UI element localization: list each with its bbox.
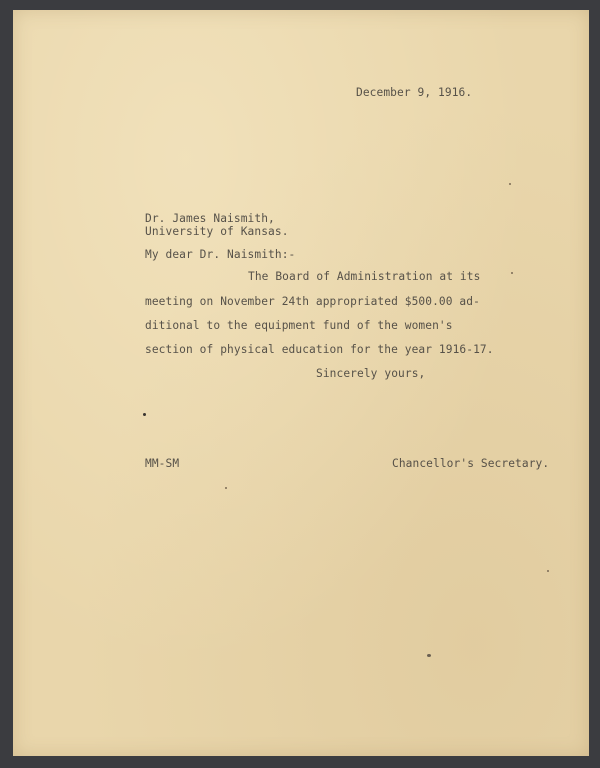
recipient-affiliation: University of Kansas. (145, 225, 289, 238)
paper-speck (427, 654, 431, 657)
recipient-name: Dr. James Naismith, (145, 212, 275, 225)
typist-initials: MM-SM (145, 457, 180, 470)
letter-date: December 9, 1916. (356, 86, 473, 99)
letter-page (13, 10, 589, 756)
salutation: My dear Dr. Naismith:- (145, 248, 296, 261)
body-line: The Board of Administration at its (248, 270, 481, 283)
paper-speck (547, 570, 549, 572)
body-line: section of physical education for the year 1916-17. (145, 343, 494, 356)
paper-speck (509, 183, 511, 185)
body-line: meeting on November 24th appropriated $500.00 ad- (145, 295, 480, 308)
closing: Sincerely yours, (316, 367, 426, 380)
signature-title: Chancellor's Secretary. (392, 457, 550, 470)
paper-speck (225, 487, 227, 489)
body-line: ditional to the equipment fund of the women's (145, 319, 453, 332)
paper-speck (511, 272, 513, 274)
paper-speck (143, 413, 146, 416)
